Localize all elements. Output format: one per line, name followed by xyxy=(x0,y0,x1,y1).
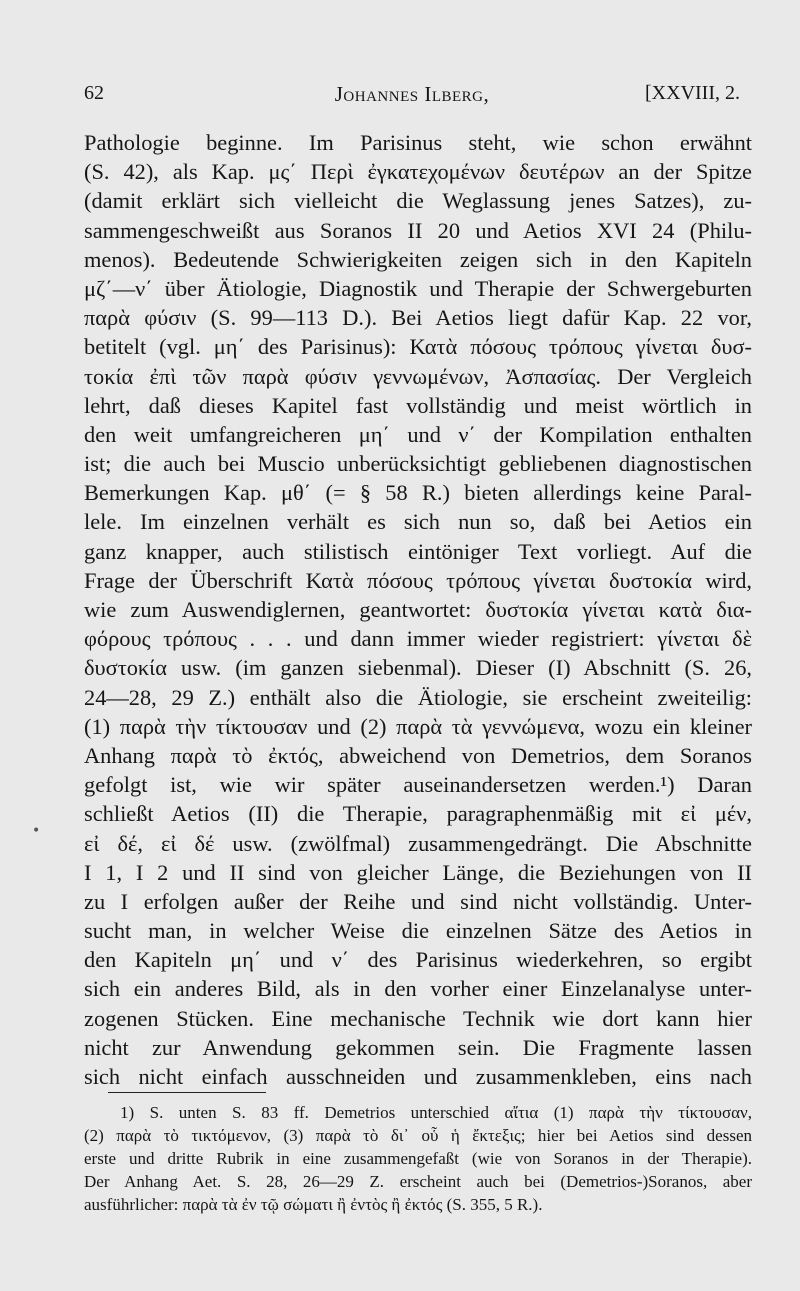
text-line: I 1, I 2 und II sind von gleicher Länge, die Beziehungen von II xyxy=(84,859,752,885)
text-line: Frage der Überschrift Κατὰ πόσους τρόπους γίνεται δυστοκία wird, xyxy=(84,567,752,593)
text-line: gefolgt ist, wie wir später auseinandersetzen werden.¹) Daran xyxy=(84,772,752,798)
footnote-line: Der Anhang Aet. S. 28, 26—29 Z. erscheint auch bei (Demetrios-)Soranos, aber xyxy=(84,1172,752,1191)
text-line: μζ΄—ν΄ über Ätiologie, Diagnostik und Therapie der Schwergeburten xyxy=(84,275,752,301)
text-line: sich nicht einfach ausschneiden und zusammenkleben, eins nach xyxy=(84,1064,752,1089)
text-line: lehrt, daß dieses Kapitel fast vollständig und meist wörtlich in xyxy=(84,392,752,418)
text-line: Bemerkungen Kap. μθ΄ (= § 58 R.) bieten allerdings keine Paral- xyxy=(84,480,752,506)
running-head xyxy=(84,82,740,112)
text-line: sucht man, in welcher Weise die einzelnen Sätze des Aetios in xyxy=(84,918,752,944)
text-line: δυστοκία usw. (im ganzen siebenmal). Dieser (I) Abschnitt (S. 26, xyxy=(84,655,752,681)
text-line: φόρους τρόπους . . . und dann immer wieder registriert: γίνεται δὲ xyxy=(84,626,752,652)
text-line: (1) παρὰ τὴν τίκτουσαν und (2) παρὰ τὰ γεννώμενα, wozu ein kleiner xyxy=(84,713,752,739)
text-line: ist; die auch bei Muscio unberücksichtigt gebliebenen diagnostischen xyxy=(84,451,752,477)
footnotes xyxy=(84,1101,752,1216)
text-line: nicht zur Anwendung gekommen sein. Die Fragmente lassen xyxy=(84,1034,752,1060)
text-line: εἰ δέ, εἰ δέ usw. (zwölfmal) zusammengedrängt. Die Abschnitte xyxy=(84,830,752,856)
text-line: zu I erfolgen außer der Reihe und sind nicht vollständig. Unter- xyxy=(84,888,752,914)
text-line: menos). Bedeutende Schwierigkeiten zeigen sich in den Kapiteln xyxy=(84,246,752,272)
running-reference: [XXVIII, 2. xyxy=(645,82,740,104)
footnote-line: (2) παρὰ τὸ τικτόμενον, (3) παρὰ τὸ δι᾽ οὗ ἡ ἔκτεξις; hier bei Aetios sind dessen xyxy=(84,1126,752,1145)
text-line: den weit umfangreicheren μη΄ und ν΄ der Kompilation enthalten xyxy=(84,421,752,447)
text-line: (S. 42), als Kap. μς΄ Περὶ ἐγκατεχομένων δευτέρων an der Spitze xyxy=(84,159,752,185)
text-line: ganz knapper, auch stilistisch eintöniger Text vorliegt. Auf die xyxy=(84,538,752,564)
text-line: sammengeschweißt aus Soranos II 20 und Aetios XVI 24 (Philu- xyxy=(84,217,752,243)
text-line: (damit erklärt sich vielleicht die Weglassung jenes Satzes), zu- xyxy=(84,188,752,214)
text-line: sich ein anderes Bild, als in den vorher einer Einzelanalyse unter- xyxy=(84,976,752,1002)
text-line: lele. Im einzelnen verhält es sich nun so, daß bei Aetios ein xyxy=(84,509,752,535)
body-text xyxy=(84,128,752,1091)
text-line: Pathologie beginne. Im Parisinus steht, wie schon erwähnt xyxy=(84,130,752,155)
text-line: zogenen Stücken. Eine mechanische Technik wie dort kann hier xyxy=(84,1005,752,1031)
text-line: παρὰ φύσιν (S. 99—113 D.). Bei Aetios liegt dafür Kap. 22 vor, xyxy=(84,305,752,331)
footnote-divider xyxy=(108,1092,266,1093)
page-number: 62 xyxy=(84,82,104,104)
text-line: schließt Aetios (II) die Therapie, paragraphenmäßig mit εἰ μέν, xyxy=(84,801,752,827)
text-line: betitelt (vgl. μη΄ des Parisinus): Κατὰ πόσους τρόπους γίνεται δυσ- xyxy=(84,334,752,360)
text-line: 24—28, 29 Z.) enthält also die Ätiologie, sie erscheint zweiteilig: xyxy=(84,684,752,710)
text-line: Anhang παρὰ τὸ ἐκτός, abweichend von Demetrios, dem Soranos xyxy=(84,742,752,768)
text-line: τοκία ἐπὶ τῶν παρὰ φύσιν γεννωμένων, Ἀσπασίας. Der Vergleich xyxy=(84,363,752,389)
text-line: den Kapiteln μη΄ und ν΄ des Parisinus wiederkehren, so ergibt xyxy=(84,947,752,973)
footnote-line: ausführlicher: παρὰ τὰ ἐν τῷ σώματι ἢ ἐντὸς ἢ ἐκτός (S. 355, 5 R.). xyxy=(84,1195,543,1214)
margin-dot: • xyxy=(32,823,41,839)
text-line: wie zum Auswendiglernen, geantwortet: δυστοκία γίνεται κατὰ δια- xyxy=(84,597,752,622)
footnote-line: 1) S. unten S. 83 ff. Demetrios unterschied αἴτια (1) παρὰ τὴν τίκτουσαν, xyxy=(120,1103,752,1122)
footnote-line: erste und dritte Rubrik in eine zusammengefaßt (wie von Soranos in der Therapie). xyxy=(84,1149,752,1168)
running-title: Johannes Ilberg, xyxy=(334,82,490,106)
